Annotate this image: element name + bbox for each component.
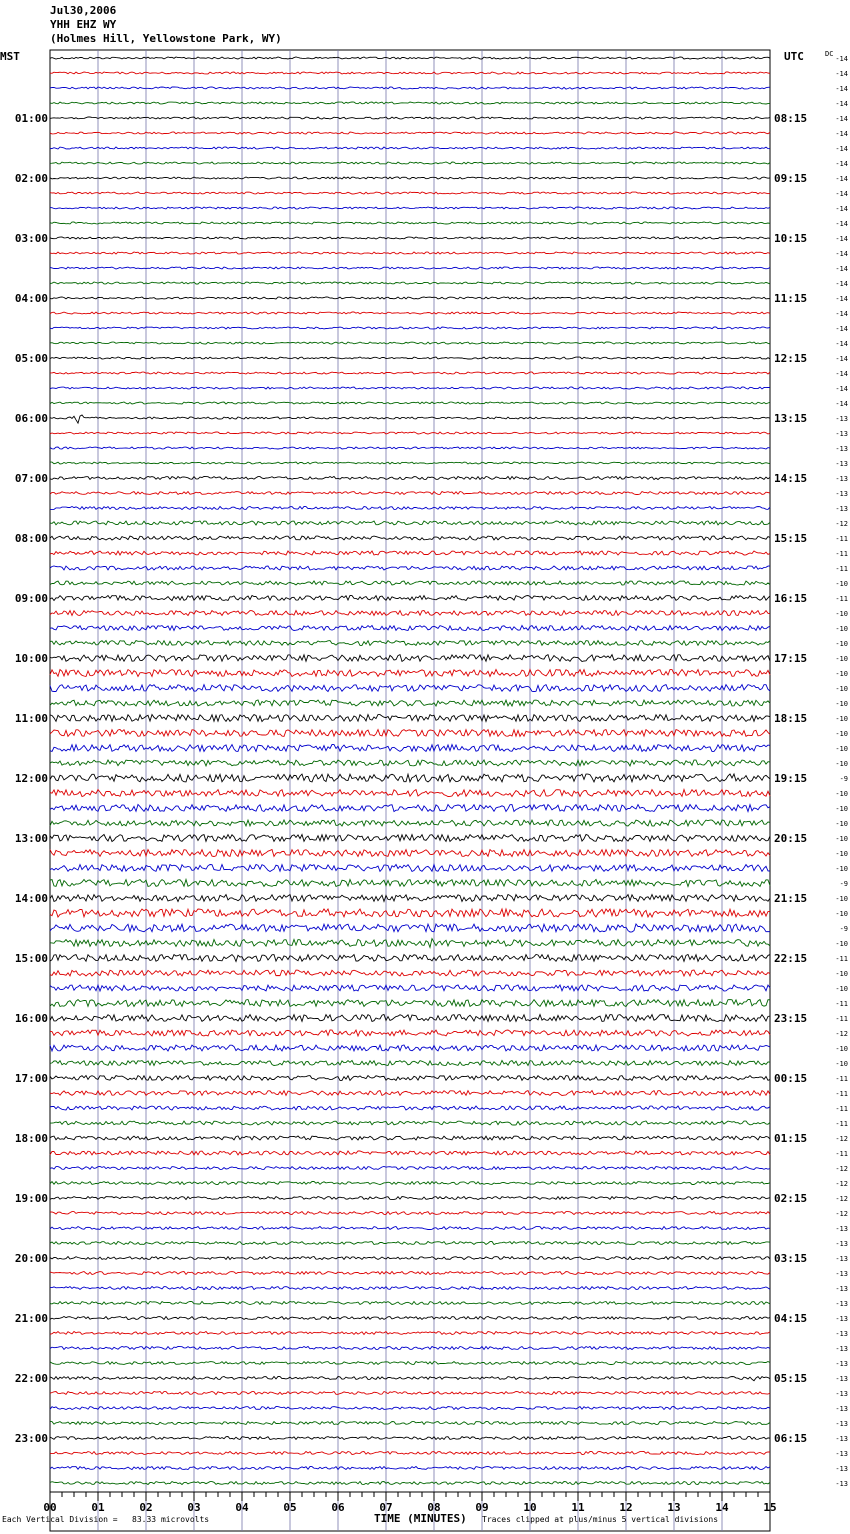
dc-offset-label: -11 xyxy=(835,550,848,558)
dc-offset-label: -13 xyxy=(835,415,848,423)
trace-line xyxy=(50,1197,770,1200)
trace-line xyxy=(50,1136,770,1140)
dc-offset-label: -12 xyxy=(835,1165,848,1173)
dc-offset-label: -14 xyxy=(835,70,848,78)
dc-offset-label: -11 xyxy=(835,565,848,573)
header-location: (Holmes Hill, Yellowstone Park, WY) xyxy=(50,32,282,45)
dc-offset-label: -10 xyxy=(835,790,848,798)
left-hour-label: 20:00 xyxy=(14,1252,48,1265)
trace-line xyxy=(50,909,770,917)
trace-line xyxy=(50,1362,770,1365)
trace-line xyxy=(50,372,770,374)
trace-line xyxy=(50,1392,770,1395)
x-tick-label: 02 xyxy=(139,1501,153,1514)
dc-offset-label: -11 xyxy=(835,595,848,603)
x-axis-title: TIME (MINUTES) xyxy=(374,1512,467,1525)
trace-line xyxy=(50,1151,770,1155)
dc-offset-label: -13 xyxy=(835,1255,848,1263)
dc-offset-label: -10 xyxy=(835,985,848,993)
trace-line xyxy=(50,1061,770,1066)
dc-offset-label: -10 xyxy=(835,730,848,738)
dc-offset-label: -13 xyxy=(835,1240,848,1248)
dc-offset-label: -14 xyxy=(835,250,848,258)
trace-line xyxy=(50,685,770,692)
trace-line xyxy=(50,521,770,525)
dc-offset-label: -11 xyxy=(835,955,848,963)
trace-line xyxy=(50,87,770,89)
dc-offset-label: -10 xyxy=(835,1045,848,1053)
dc-offset-label: -10 xyxy=(835,685,848,693)
x-tick-label: 14 xyxy=(715,1501,729,1514)
dc-offset-label: -14 xyxy=(835,340,848,348)
trace-line xyxy=(50,162,770,164)
trace-line xyxy=(50,387,770,389)
trace-line xyxy=(50,1467,770,1470)
dc-offset-label: -12 xyxy=(835,1135,848,1143)
trace-line xyxy=(50,342,770,344)
right-hour-label: 01:15 xyxy=(774,1132,808,1145)
trace-line xyxy=(50,132,770,134)
dc-offset-label: -10 xyxy=(835,625,848,633)
dc-offset-label: -14 xyxy=(835,55,848,63)
dc-offset-label: -11 xyxy=(835,535,848,543)
dc-offset-label: -10 xyxy=(835,745,848,753)
trace-line xyxy=(50,297,770,299)
dc-offset-label: -10 xyxy=(835,1060,848,1068)
x-tick-label: 11 xyxy=(571,1501,585,1514)
dc-offset-label: -10 xyxy=(835,655,848,663)
dc-offset-label: -13 xyxy=(835,1285,848,1293)
left-hour-label: 12:00 xyxy=(14,772,48,785)
right-hour-label: 08:15 xyxy=(774,112,808,125)
trace-line xyxy=(50,939,770,948)
left-hour-label: 18:00 xyxy=(14,1132,48,1145)
dc-offset-label: -14 xyxy=(835,310,848,318)
dc-offset-label: -14 xyxy=(835,100,848,108)
trace-line xyxy=(50,1000,770,1007)
right-hour-label: 13:15 xyxy=(774,412,808,425)
x-tick-label: 06 xyxy=(331,1501,345,1514)
trace-line xyxy=(50,880,770,887)
dc-offset-label: -11 xyxy=(835,1075,848,1083)
x-tick-label: 09 xyxy=(475,1501,489,1514)
dc-offset-label: -10 xyxy=(835,805,848,813)
trace-line xyxy=(50,596,770,601)
trace-line xyxy=(50,102,770,104)
trace-line xyxy=(50,462,770,464)
dc-offset-label: -10 xyxy=(835,760,848,768)
dc-offset-label: -9 xyxy=(839,880,848,888)
left-hour-label: 14:00 xyxy=(14,892,48,905)
trace-line xyxy=(50,670,770,677)
dc-offset-label: -10 xyxy=(835,580,848,588)
dc-offset-label: -9 xyxy=(839,775,848,783)
trace-line xyxy=(50,57,770,59)
x-tick-label: 10 xyxy=(523,1501,537,1514)
dc-offset-label: -14 xyxy=(835,295,848,303)
left-hour-label: 17:00 xyxy=(14,1072,48,1085)
left-hour-label: 11:00 xyxy=(14,712,48,725)
dc-offset-label: -13 xyxy=(835,1480,848,1488)
trace-line xyxy=(50,924,770,932)
right-hour-label: 02:15 xyxy=(774,1192,808,1205)
dc-label: DC xyxy=(825,50,834,58)
axis-labels xyxy=(15,55,848,1514)
left-hour-label: 15:00 xyxy=(14,952,48,965)
left-hour-label: 21:00 xyxy=(14,1312,48,1325)
dc-offset-label: -13 xyxy=(835,1315,848,1323)
dc-offset-label: -14 xyxy=(835,235,848,243)
dc-offset-label: -13 xyxy=(835,1270,848,1278)
dc-offset-label: -10 xyxy=(835,715,848,723)
dc-offset-label: -10 xyxy=(835,910,848,918)
trace-line xyxy=(50,357,770,359)
dc-offset-label: -13 xyxy=(835,1345,848,1353)
trace-line xyxy=(50,955,770,962)
dc-offset-label: -14 xyxy=(835,385,848,393)
trace-line xyxy=(50,566,770,570)
trace-line xyxy=(50,312,770,314)
left-timezone-label: MST xyxy=(0,50,20,63)
dc-offset-label: -13 xyxy=(835,460,848,468)
x-tick-label: 08 xyxy=(427,1501,441,1514)
dc-offset-label: -10 xyxy=(835,700,848,708)
dc-offset-label: -14 xyxy=(835,160,848,168)
right-hour-label: 14:15 xyxy=(774,472,808,485)
trace-line xyxy=(50,1227,770,1230)
dc-offset-label: -10 xyxy=(835,820,848,828)
left-hour-label: 02:00 xyxy=(14,172,48,185)
trace-line xyxy=(50,117,770,119)
x-tick-label: 12 xyxy=(619,1501,633,1514)
trace-line xyxy=(50,745,770,752)
seismic-traces xyxy=(50,57,770,1485)
trace-line xyxy=(50,1045,770,1051)
trace-line xyxy=(50,1015,770,1022)
dc-offset-label: -14 xyxy=(835,325,848,333)
right-hour-label: 16:15 xyxy=(774,592,808,605)
trace-line xyxy=(50,970,770,976)
scale-note: Each Vertical Division = 83.33 microvolts xyxy=(2,1515,210,1524)
dc-offset-label: -13 xyxy=(835,1435,848,1443)
trace-line xyxy=(50,237,770,239)
trace-line xyxy=(50,1030,770,1036)
trace-line xyxy=(50,1482,770,1485)
right-hour-label: 00:15 xyxy=(774,1072,808,1085)
trace-line xyxy=(50,72,770,74)
dc-offset-label: -13 xyxy=(835,430,848,438)
dc-offset-label: -12 xyxy=(835,1195,848,1203)
trace-line xyxy=(50,282,770,284)
left-hour-label: 06:00 xyxy=(14,412,48,425)
clip-note: Traces clipped at plus/minus 5 vertical divisions xyxy=(482,1515,719,1524)
trace-line xyxy=(50,1121,770,1125)
trace-line xyxy=(50,477,770,480)
dc-offset-label: -13 xyxy=(835,1420,848,1428)
trace-line xyxy=(50,835,770,842)
dc-offset-label: -13 xyxy=(835,1300,848,1308)
trace-line xyxy=(50,805,770,812)
trace-line xyxy=(50,415,770,423)
x-tick-label: 13 xyxy=(667,1501,681,1514)
dc-offset-label: -10 xyxy=(835,610,848,618)
dc-offset-label: -14 xyxy=(835,145,848,153)
right-hour-label: 04:15 xyxy=(774,1312,808,1325)
dc-offset-label: -14 xyxy=(835,265,848,273)
dc-offset-label: -13 xyxy=(835,505,848,513)
left-hour-label: 07:00 xyxy=(14,472,48,485)
left-hour-label: 19:00 xyxy=(14,1192,48,1205)
trace-line xyxy=(50,207,770,209)
x-tick-label: 00 xyxy=(43,1501,57,1514)
header-date: Jul30,2006 xyxy=(50,4,117,17)
trace-line xyxy=(50,432,770,434)
left-hour-label: 03:00 xyxy=(14,232,48,245)
right-hour-label: 23:15 xyxy=(774,1012,808,1025)
trace-line xyxy=(50,1287,770,1290)
trace-line xyxy=(50,760,770,766)
trace-line xyxy=(50,1302,770,1305)
trace-line xyxy=(50,1076,770,1081)
trace-line xyxy=(50,1437,770,1440)
right-hour-label: 20:15 xyxy=(774,832,808,845)
right-hour-label: 18:15 xyxy=(774,712,808,725)
right-hour-label: 05:15 xyxy=(774,1372,808,1385)
dc-offset-label: -12 xyxy=(835,1210,848,1218)
right-hour-label: 19:15 xyxy=(774,772,808,785)
dc-offset-label: -11 xyxy=(835,1015,848,1023)
time-grid xyxy=(50,50,770,1531)
left-hour-label: 13:00 xyxy=(14,832,48,845)
trace-line xyxy=(50,1106,770,1110)
trace-line xyxy=(50,222,770,224)
dc-offset-label: -10 xyxy=(835,835,848,843)
dc-offset-label: -11 xyxy=(835,1000,848,1008)
trace-line xyxy=(50,895,770,902)
trace-line xyxy=(50,1347,770,1350)
dc-offset-label: -13 xyxy=(835,1330,848,1338)
trace-line xyxy=(50,1182,770,1185)
right-hour-label: 22:15 xyxy=(774,952,808,965)
trace-line xyxy=(50,626,770,631)
dc-offset-label: -12 xyxy=(835,1030,848,1038)
trace-line xyxy=(50,492,770,495)
dc-offset-label: -14 xyxy=(835,85,848,93)
dc-offset-label: -11 xyxy=(835,1105,848,1113)
right-hour-label: 12:15 xyxy=(774,352,808,365)
trace-line xyxy=(50,774,770,782)
dc-offset-label: -14 xyxy=(835,115,848,123)
trace-line xyxy=(50,1422,770,1425)
dc-offset-label: -13 xyxy=(835,475,848,483)
trace-line xyxy=(50,865,770,872)
trace-line xyxy=(50,192,770,194)
trace-line xyxy=(50,641,770,646)
dc-offset-label: -11 xyxy=(835,1120,848,1128)
dc-offset-label: -10 xyxy=(835,895,848,903)
right-hour-label: 03:15 xyxy=(774,1252,808,1265)
trace-line xyxy=(50,790,770,797)
dc-offset-label: -14 xyxy=(835,205,848,213)
dc-offset-label: -13 xyxy=(835,1465,848,1473)
left-hour-label: 22:00 xyxy=(14,1372,48,1385)
trace-line xyxy=(50,1317,770,1320)
dc-offset-label: -14 xyxy=(835,370,848,378)
header-station: YHH EHZ WY xyxy=(50,18,117,31)
trace-line xyxy=(50,1257,770,1260)
trace-line xyxy=(50,655,770,662)
dc-offset-label: -14 xyxy=(835,400,848,408)
trace-line xyxy=(50,820,770,826)
trace-line xyxy=(50,402,770,404)
trace-line xyxy=(50,1452,770,1455)
dc-offset-label: -11 xyxy=(835,1090,848,1098)
x-tick-label: 04 xyxy=(235,1501,249,1514)
trace-line xyxy=(50,1377,770,1381)
trace-line xyxy=(50,551,770,555)
trace-line xyxy=(50,1272,770,1275)
left-hour-label: 05:00 xyxy=(14,352,48,365)
right-hour-label: 17:15 xyxy=(774,652,808,665)
right-hour-label: 09:15 xyxy=(774,172,808,185)
right-hour-label: 11:15 xyxy=(774,292,808,305)
dc-offset-label: -13 xyxy=(835,1405,848,1413)
right-hour-label: 10:15 xyxy=(774,232,808,245)
dc-offset-label: -13 xyxy=(835,1390,848,1398)
trace-line xyxy=(50,507,770,510)
right-hour-label: 15:15 xyxy=(774,532,808,545)
trace-line xyxy=(50,327,770,329)
dc-offset-label: -13 xyxy=(835,490,848,498)
dc-offset-label: -9 xyxy=(839,925,848,933)
trace-line xyxy=(50,447,770,449)
left-hour-label: 04:00 xyxy=(14,292,48,305)
dc-offset-label: -10 xyxy=(835,640,848,648)
trace-line xyxy=(50,715,770,722)
dc-offset-label: -14 xyxy=(835,280,848,288)
trace-line xyxy=(50,252,770,254)
dc-offset-label: -10 xyxy=(835,670,848,678)
dc-offset-label: -11 xyxy=(835,1150,848,1158)
left-hour-label: 16:00 xyxy=(14,1012,48,1025)
trace-line xyxy=(50,985,770,991)
dc-offset-label: -12 xyxy=(835,520,848,528)
dc-offset-label: -10 xyxy=(835,850,848,858)
dc-offset-label: -13 xyxy=(835,1360,848,1368)
dc-offset-label: -14 xyxy=(835,220,848,228)
trace-line xyxy=(50,536,770,540)
left-hour-label: 10:00 xyxy=(14,652,48,665)
trace-line xyxy=(50,267,770,269)
dc-offset-label: -10 xyxy=(835,940,848,948)
left-hour-label: 08:00 xyxy=(14,532,48,545)
trace-line xyxy=(50,581,770,585)
left-hour-label: 01:00 xyxy=(14,112,48,125)
dc-offset-label: -13 xyxy=(835,1225,848,1233)
dc-offset-label: -14 xyxy=(835,175,848,183)
trace-line xyxy=(50,1242,770,1245)
left-hour-label: 09:00 xyxy=(14,592,48,605)
trace-line xyxy=(50,730,770,737)
trace-line xyxy=(50,1332,770,1335)
dc-offset-label: -10 xyxy=(835,970,848,978)
dc-offset-label: -13 xyxy=(835,1450,848,1458)
trace-line xyxy=(50,611,770,616)
dc-offset-label: -14 xyxy=(835,130,848,138)
trace-line xyxy=(50,1091,770,1096)
trace-line xyxy=(50,700,770,706)
dc-offset-label: -10 xyxy=(835,865,848,873)
dc-offset-label: -14 xyxy=(835,190,848,198)
left-hour-label: 23:00 xyxy=(14,1432,48,1445)
right-hour-label: 21:15 xyxy=(774,892,808,905)
dc-offset-label: -12 xyxy=(835,1180,848,1188)
right-timezone-label: UTC xyxy=(784,50,804,63)
x-tick-label: 01 xyxy=(91,1501,105,1514)
trace-line xyxy=(50,850,770,857)
trace-line xyxy=(50,1407,770,1410)
dc-offset-label: -13 xyxy=(835,1375,848,1383)
dc-offset-label: -14 xyxy=(835,355,848,363)
x-tick-label: 03 xyxy=(187,1501,201,1514)
right-hour-label: 06:15 xyxy=(774,1432,808,1445)
trace-line xyxy=(50,1167,770,1170)
trace-line xyxy=(50,147,770,149)
x-tick-label: 05 xyxy=(283,1501,297,1514)
x-tick-label: 15 xyxy=(763,1501,777,1514)
trace-line xyxy=(50,1212,770,1215)
dc-offset-label: -13 xyxy=(835,445,848,453)
plot-frame xyxy=(50,50,770,1531)
x-tick-label: 07 xyxy=(379,1501,393,1514)
trace-line xyxy=(50,177,770,179)
